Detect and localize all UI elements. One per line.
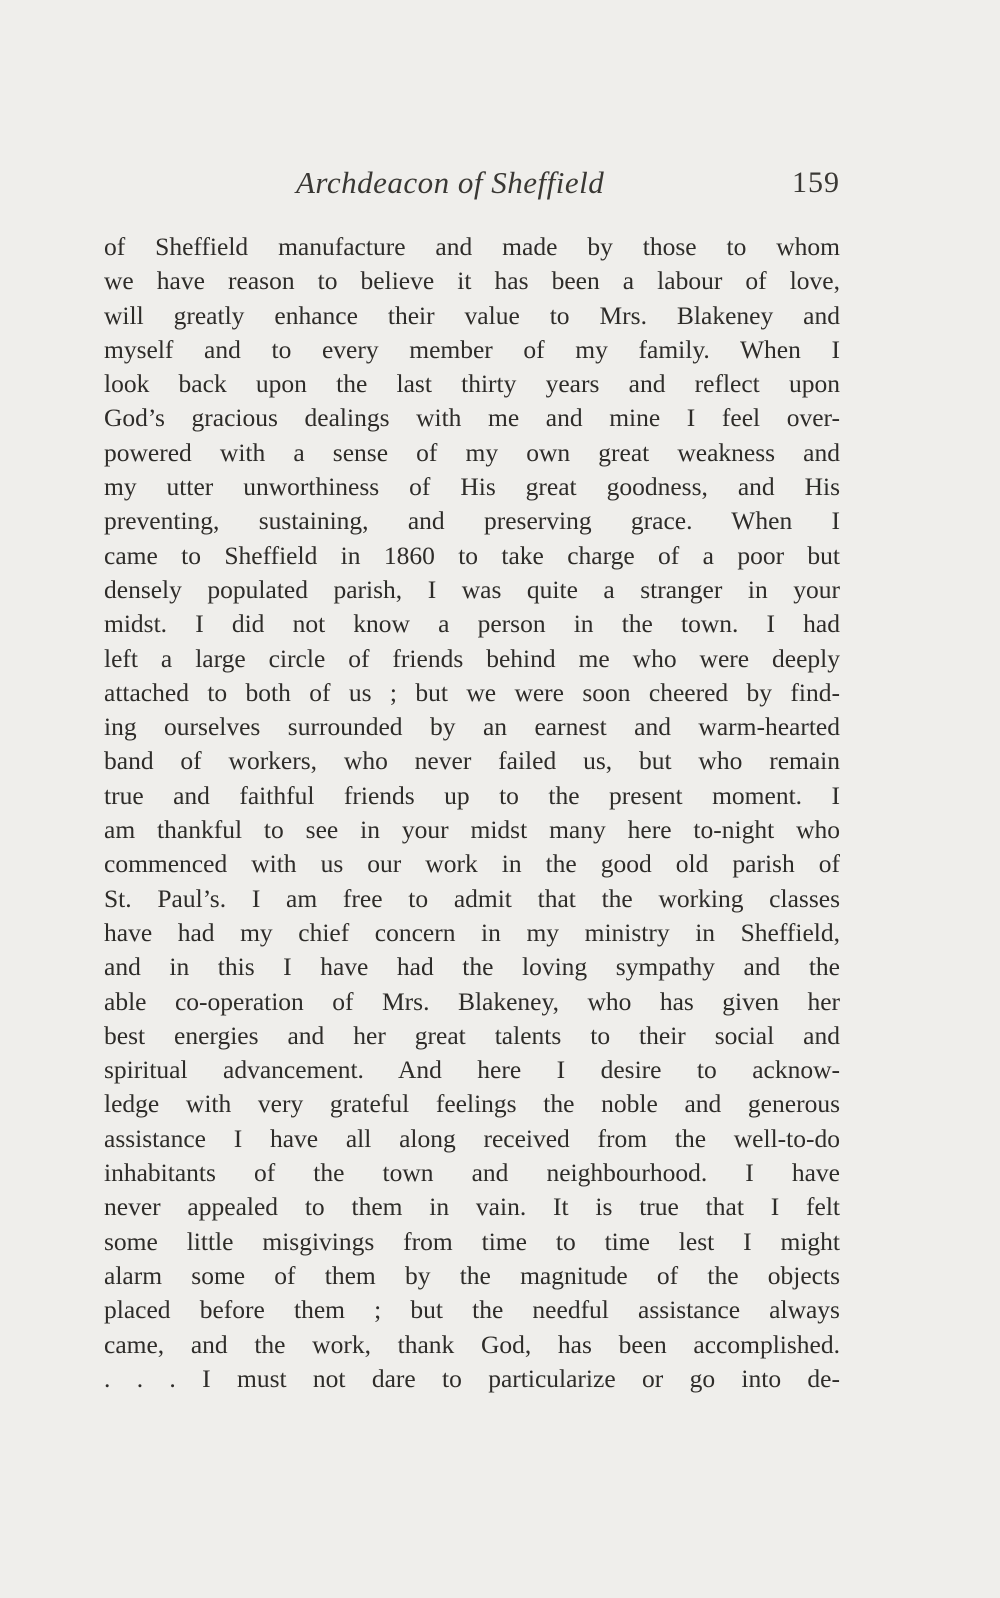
running-head [104,160,840,206]
text-line: . . . I must not dare to particularize or go into de- [104,1363,840,1393]
text-line: look back upon the last thirty years and reflect upon [104,369,840,399]
body-text [104,230,840,1396]
text-line: commenced with us our work in the good old parish of [104,849,840,879]
text-line: ledge with very grateful feelings the noble and generous [104,1089,840,1119]
text-line: my utter unworthiness of His great goodness, and His [104,472,840,502]
text-line: alarm some of them by the magnitude of the objects [104,1260,840,1290]
text-line: came, and the work, thank God, has been accomplished. [104,1329,840,1359]
text-line: powered with a sense of my own great weakness and [104,437,840,467]
text-line: ing ourselves surrounded by an earnest and warm-hearted [104,712,840,742]
text-line: St. Paul’s. I am free to admit that the working classes [104,883,840,913]
text-line: came to Sheffield in 1860 to take charge of a poor but [104,540,840,570]
text-line: assistance I have all along received from the well-to-do [104,1123,840,1153]
text-line: we have reason to believe it has been a labour of love, [104,266,840,296]
text-line: some little misgivings from time to time lest I might [104,1226,840,1256]
text-line: left a large circle of friends behind me who were deeply [104,643,840,673]
text-line: best energies and her great talents to their social and [104,1020,840,1050]
text-line: placed before them ; but the needful assistance always [104,1295,840,1325]
text-line: spiritual advancement. And here I desire to acknow- [104,1055,840,1085]
text-line: have had my chief concern in my ministry in Sheffield, [104,917,840,947]
text-line: am thankful to see in your midst many here to-night who [104,815,840,845]
text-line: and in this I have had the loving sympathy and the [104,952,840,982]
text-line: densely populated parish, I was quite a stranger in your [104,574,840,604]
running-title: Archdeacon of Sheffield [296,165,605,200]
text-line: God’s gracious dealings with me and mine I feel over- [104,403,840,433]
text-line: never appealed to them in vain. It is true that I felt [104,1192,840,1222]
text-line: true and faithful friends up to the present moment. I [104,780,840,810]
text-line: band of workers, who never failed us, but who remain [104,746,840,776]
text-line: of Sheffield manufacture and made by those to whom [104,232,840,261]
text-line: midst. I did not know a person in the town. I had [104,609,840,639]
text-line: inhabitants of the town and neighbourhood. I have [104,1158,840,1188]
page-number: 159 [792,166,840,199]
text-line: myself and to every member of my family. When I [104,334,840,364]
text-line: able co-operation of Mrs. Blakeney, who has given her [104,986,840,1016]
text-line: attached to both of us ; but we were soon cheered by find- [104,677,840,707]
text-line: preventing, sustaining, and preserving grace. When I [104,506,840,536]
text-line: will greatly enhance their value to Mrs. Blakeney and [104,300,840,330]
